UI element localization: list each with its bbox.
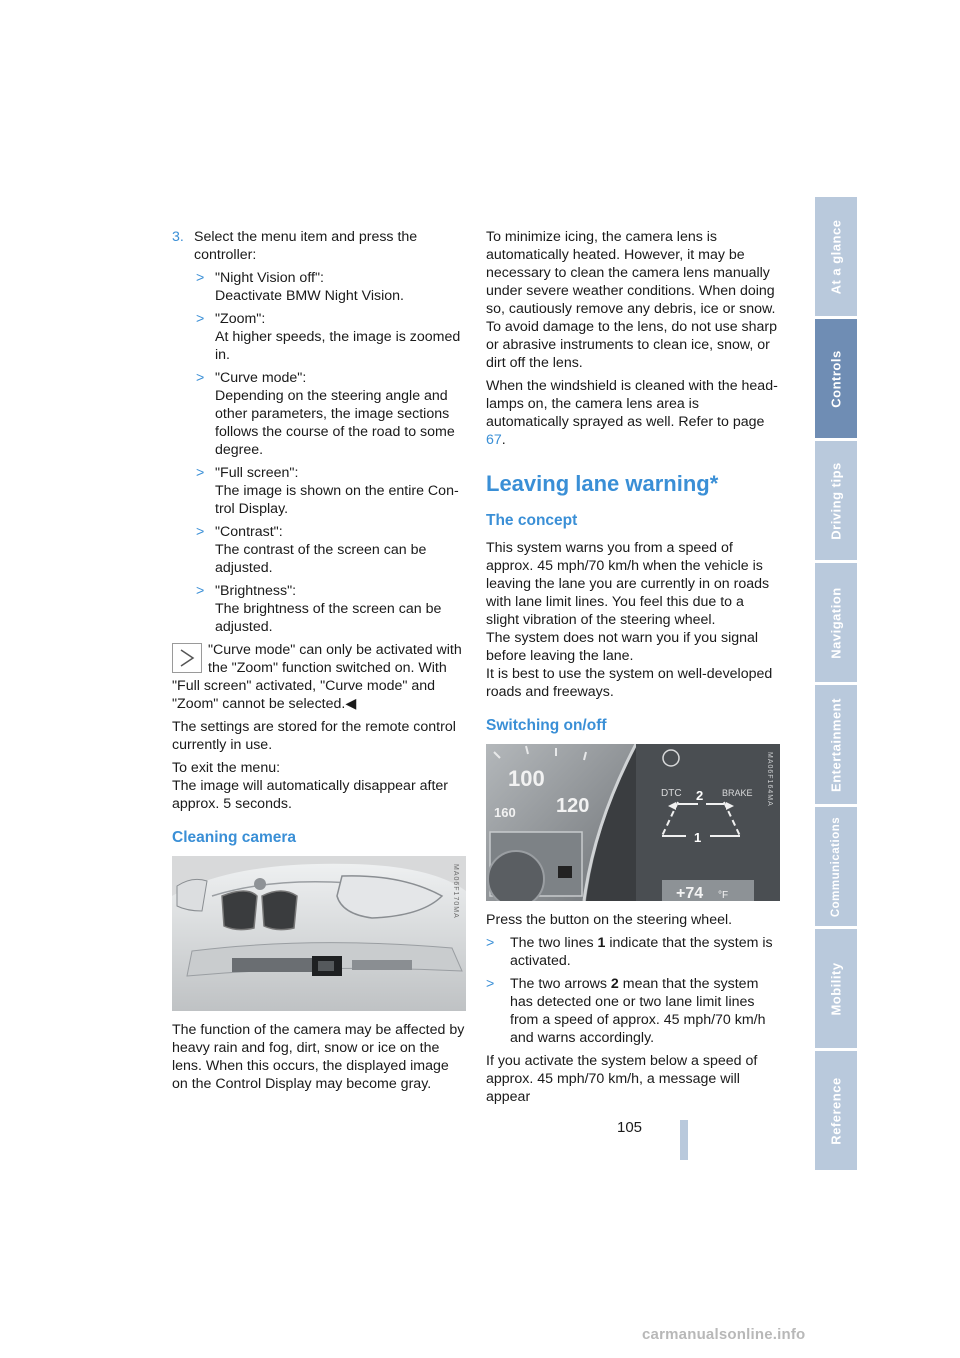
tab-controls[interactable]	[815, 319, 857, 438]
dtc-label: DTC	[661, 788, 682, 799]
bullet-mark: >	[196, 465, 205, 481]
bullet-bold: 2	[610, 976, 619, 992]
tab-driving-tips[interactable]	[815, 441, 857, 560]
temp-unit: °F	[718, 890, 729, 901]
note-line: "Curve mode" can only be activated with	[208, 642, 462, 658]
line-label-1: 1	[694, 830, 702, 845]
tab-label: Reference	[828, 1076, 844, 1145]
bullet-text: mean that the system has detected one or two lane limit lines from a speed of approx. 45 mph/70 km/h and warns accordingly.	[510, 976, 766, 1046]
bullet-text: The two lines	[510, 935, 598, 951]
tab-label: Navigation	[828, 586, 844, 659]
car-front-photo	[172, 856, 466, 1011]
leaving-lane-heading: Leaving lane warning*	[486, 471, 719, 496]
tab-label: Communications	[830, 816, 842, 917]
tab-label: Entertainment	[828, 697, 844, 792]
gauge-100: 100	[508, 766, 545, 791]
concept-paragraph-1: This system warns you from a speed of approx. 45 mph/70 km/h when the vehicle is leaving the lane you are currently in on roads with lane limit lines. You feel this due to a slight vibration of the steering wheel.	[486, 540, 770, 628]
switching-heading: Switching on/off	[486, 717, 607, 734]
tab-mobility[interactable]	[815, 929, 857, 1048]
step-text: Select the menu item and press the controller:	[194, 229, 418, 263]
settings-paragraph: The settings are stored for the remote control currently in use.	[172, 719, 456, 753]
tab-at-a-glance[interactable]	[815, 197, 857, 316]
list-item	[196, 523, 466, 577]
windshield-paragraph	[486, 377, 780, 449]
tab-label: Mobility	[828, 961, 844, 1016]
arrow-label-2: 2	[696, 788, 704, 803]
bullet-mark: >	[196, 270, 205, 286]
note-arrow-icon	[172, 643, 202, 673]
step-number: 3.	[172, 229, 184, 245]
list-item	[196, 369, 466, 459]
cleaning-camera-heading: Cleaning camera	[172, 829, 297, 846]
bullet-text: indicate that the system is activated.	[510, 935, 773, 969]
bullet-mark: >	[486, 935, 495, 951]
bullet-mark: >	[196, 311, 205, 327]
bullet-title: "Zoom":	[215, 311, 266, 327]
page-number: 105	[617, 1119, 643, 1136]
step-3	[172, 228, 466, 264]
bullet-mark: >	[196, 370, 205, 386]
chapter-tabs	[815, 197, 857, 1173]
concept-heading: The concept	[486, 512, 578, 529]
bullet-desc: The brightness of the screen can be adjusted.	[215, 601, 442, 635]
tab-label: At a glance	[828, 219, 844, 294]
below-speed-paragraph: If you activate the system below a speed of approx. 45 mph/70 km/h, a message will appear	[486, 1053, 758, 1105]
bullet-title: "Brightness":	[215, 583, 297, 599]
concept-paragraph-2: The system does not warn you if you signal before leaving the lane.	[486, 630, 759, 664]
function-paragraph: The function of the camera may be affected by heavy rain and fog, dirt, snow or ice on the lens. When this occurs, the displayed image on the Control Display may become gray.	[172, 1022, 465, 1092]
icing-paragraph: To minimize icing, the camera lens is automatically heated. However, it may be necessary to clean the camera lens manually under severe weather conditions. When doing so, cautiously remove any debris, ice or snow. To avoid damage to the lens, do not use sharp or abrasive instruments to clean ice, snow, or dirt off the lens.	[486, 229, 778, 371]
press-paragraph: Press the button on the steering wheel.	[486, 912, 733, 928]
list-item	[196, 269, 466, 305]
tab-navigation[interactable]	[815, 563, 857, 682]
tab-communications[interactable]	[815, 807, 857, 926]
gauge-160: 160	[494, 805, 516, 820]
bullet-text: The two arrows	[510, 976, 611, 992]
list-item	[196, 464, 466, 518]
bullet-title: "Curve mode":	[215, 370, 307, 386]
instrument-cluster-photo	[486, 744, 780, 901]
concept-paragraph-3: It is best to use the system on well-developed roads and freeways.	[486, 666, 773, 700]
tab-entertainment[interactable]	[815, 685, 857, 804]
bullet-desc: Deactivate BMW Night Vision.	[215, 288, 404, 304]
note-rest: "Full screen" activated, "Curve mode" and "Zoom" cannot be selected.◀	[172, 678, 436, 712]
gauge-120: 120	[556, 795, 590, 817]
photo-code: MA06F170MA	[452, 864, 459, 919]
bullet-bold: 1	[597, 935, 606, 951]
bullet-mark: >	[196, 583, 205, 599]
page-marker-bar	[680, 1120, 688, 1160]
bullet-desc: The contrast of the screen can be adjusted.	[215, 542, 427, 576]
bullet-title: "Full screen":	[215, 465, 299, 481]
temp-readout: +74	[676, 885, 704, 901]
list-item	[486, 975, 780, 1047]
page-ref-link[interactable]: 67	[486, 432, 502, 448]
list-item	[196, 310, 466, 364]
note-line: the "Zoom" function switched on. With	[208, 660, 447, 676]
bullet-mark: >	[486, 976, 495, 992]
cluster-photo-code: MA06F164MA	[766, 752, 773, 807]
list-item	[196, 582, 466, 636]
windshield-end: .	[501, 432, 506, 448]
bullet-desc: Depending on the steering angle and other parameters, the image sections follows the course of the road to some degree.	[215, 388, 455, 458]
note-box	[172, 641, 466, 713]
bullet-title: "Contrast":	[215, 524, 283, 540]
watermark: carmanualsonline.info	[642, 1326, 806, 1343]
bullet-title: "Night Vision off":	[215, 270, 324, 286]
bullet-desc: The image is shown on the entire Control Display.	[215, 483, 459, 517]
windshield-text: When the windshield is cleaned with the headlamps on, the camera lens area is automatically sprayed as well. Refer to page	[486, 378, 778, 430]
bullet-mark: >	[196, 524, 205, 540]
brake-label: BRAKE	[722, 788, 753, 798]
left-column	[172, 228, 466, 1098]
exit-paragraph-2: The image will automatically disappear after approx. 5 seconds.	[172, 778, 448, 812]
tab-label: Driving tips	[828, 461, 844, 540]
list-item	[486, 934, 780, 970]
exit-paragraph: To exit the menu:	[172, 760, 281, 776]
bullet-desc: At higher speeds, the image is zoomed in.	[215, 329, 461, 363]
right-column	[486, 228, 780, 1111]
tab-reference[interactable]	[815, 1051, 857, 1170]
tab-label: Controls	[828, 349, 844, 408]
